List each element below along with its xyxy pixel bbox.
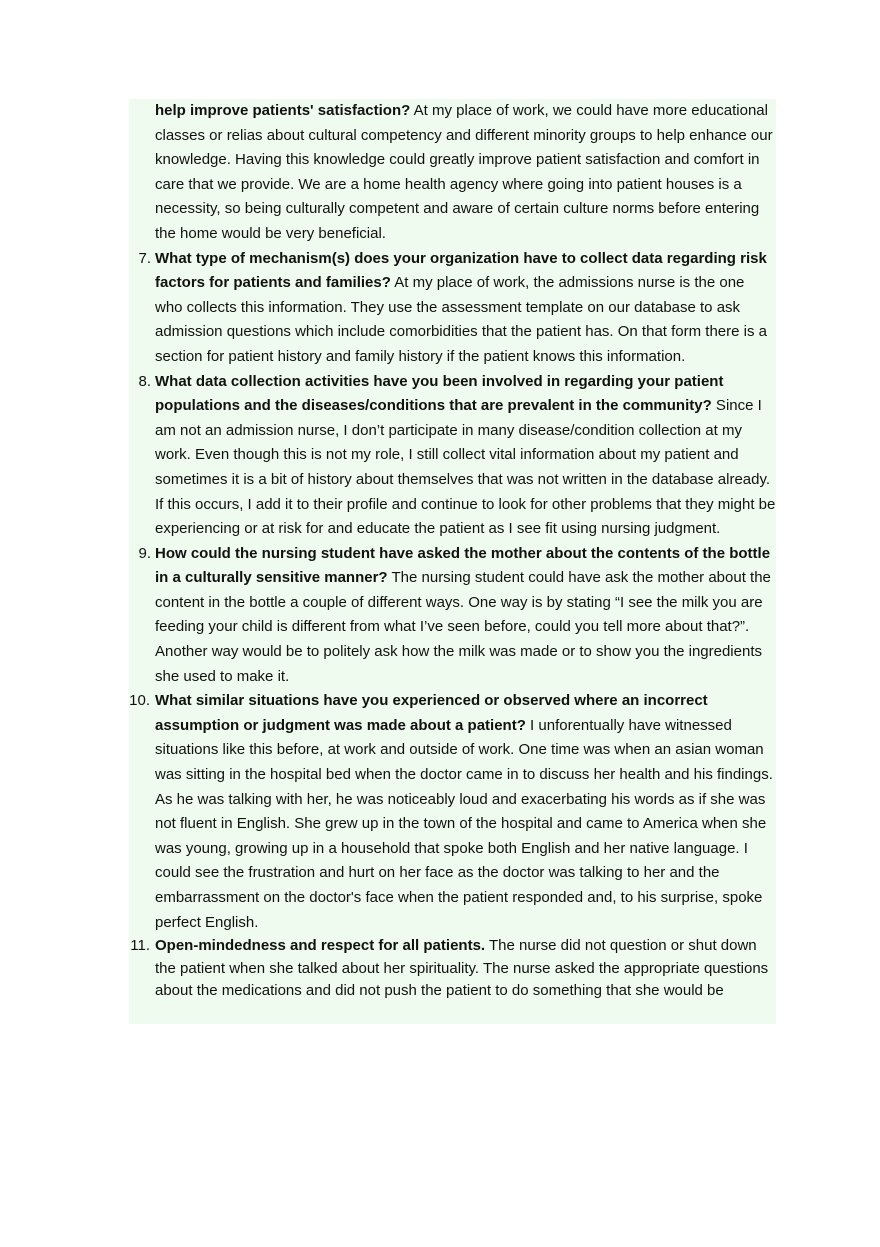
item-question: Open-mindedness and respect for all patients.: [155, 937, 486, 955]
item-question: How could the nursing student have asked the mother about the contents of the bottle in a culturally sensitive manner?: [155, 544, 771, 587]
item-answer: The nurse did not question or shut down the patient when she talked about her spirituality. The nurse asked the appropriate questions about the medications and did not push the patient to do something that she would be: [155, 937, 769, 1000]
item-question: What data collection activities have you been involved in regarding your patient populations and the diseases/conditions that are prevalent in the community?: [155, 372, 724, 415]
item-answer: The nursing student could have ask the mother about the content in the bottle a couple of different ways. One way is by stating “I see the milk you are feeding your child is different from what I’ve seen before, could you tell more about that?”. Another way would be to politely ask how the milk was made or to show you the ingredients she used to make it.: [155, 569, 771, 685]
list-item: [129, 370, 776, 542]
list-item: [129, 247, 776, 370]
item-number: 10.: [129, 692, 150, 710]
item-answer: At my place of work, the admissions nurse is the one who collects this information. They use the assessment template on our database to ask admission questions which include comorbidities that the patient has. On that form there is a section for patient history and family history if the patient knows this information.: [155, 274, 767, 365]
list-item: [129, 689, 776, 935]
item-number: 9.: [138, 544, 151, 562]
list-item: [129, 542, 776, 690]
item-answer: At my place of work, we could have more educational classes or relias about cultural competency and different minority groups to help enhance our knowledge. Having this knowledge could greatly improve patient satisfaction and comfort in care that we provide. We are a home health agency where going into patient houses is a necessity, so being culturally competent and aware of certain culture norms before entering the home would be very beneficial.: [155, 102, 773, 242]
qa-list: [129, 99, 776, 1003]
item-number: 7.: [138, 249, 151, 267]
item-number: 11.: [130, 937, 150, 955]
list-item: [129, 935, 776, 1003]
list-item: [129, 99, 776, 247]
item-question: help improve patients' satisfaction?: [155, 102, 411, 119]
item-number: 8.: [138, 372, 151, 390]
item-question: What similar situations have you experienced or observed where an incorrect assumption or judgment was made about a patient?: [155, 692, 708, 734]
item-question: What type of mechanism(s) does your organization have to collect data regarding risk factors for patients and families?: [155, 249, 767, 292]
item-answer: I unforentually have witnessed situations like this before, at work and outside of work. One time was when an asian woman was sitting in the hospital bed when the doctor came in to discuss her health and his findings. As he was talking with her, he was noticeably loud and exacerbating his words as if she was not fluent in English. She grew up in the town of the hospital and came to America when she was young, growing up in a household that spoke both English and her native language. I could see the frustration and hurt on her face as the doctor was talking to her and the embarrassment on the doctor's face when the patient responded and, to his surprise, spoke perfect English.: [155, 716, 773, 931]
item-answer: Since I am not an admission nurse, I don’t participate in many disease/condition collection at my work. Even though this is not my role, I still collect vital information about my patient and sometimes it is a bit of history about themselves that was not written in the database already. If this occurs, I add it to their profile and continue to look for other problems that they might be experiencing or at risk for and educate the patient as I see fit using nursing judgment.: [155, 397, 776, 538]
